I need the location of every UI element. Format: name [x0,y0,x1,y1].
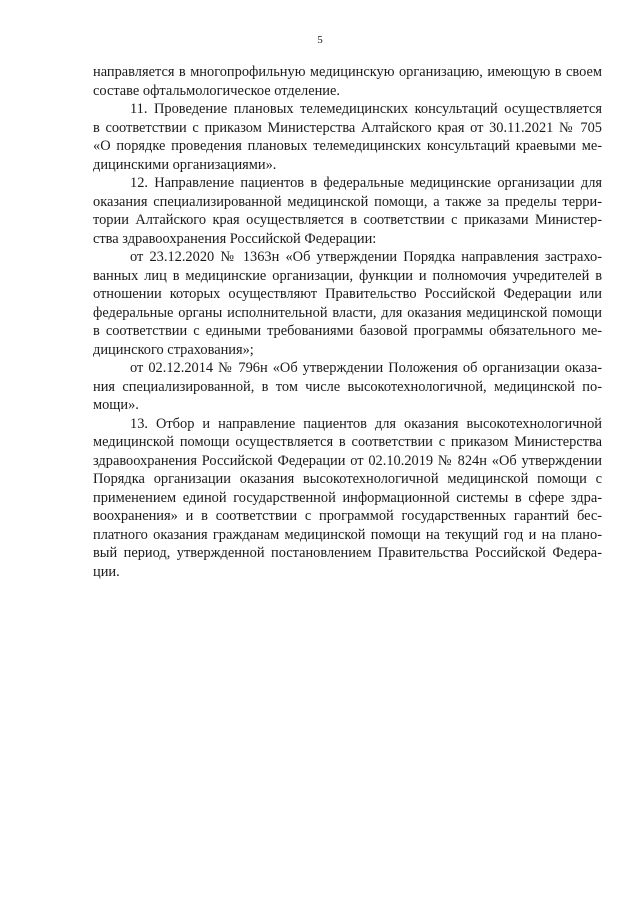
text-line: в соответствии с едиными требованиями базовой программы обязательного ме- [93,323,602,339]
text-line: мощи». [93,397,139,413]
page-number: 5 [317,34,323,46]
text-line: от 23.12.2020 № 1363н «Об утверждении Порядка направления застрахо- [130,249,602,265]
text-line: направляется в многопрофильную медицинскую организацию, имеющую в своем [93,64,602,80]
text-line: ния специализированной, в том числе высокотехнологичной, медицинской по- [93,378,602,395]
text-line: оказания специализированной медицинской помощи, а также за пределы терри- [93,193,602,210]
text-line: вый период, утвержденной постановлением Правительства Российской Федера- [93,545,602,561]
document-body [93,63,602,581]
text-line: дицинского страхования»; [93,341,254,358]
text-line: в соответствии с приказом Министерства Алтайского края от 30.11.2021 № 705 [93,119,602,136]
text-line: отношении которых осуществляют Правительство Российской Федерации или [93,286,602,302]
text-line: платного оказания гражданам медицинской помощи на текущий год и на плано- [93,526,602,543]
text-line: здравоохранения Российской Федерации от 02.10.2019 № 824н «Об утверждении [93,452,602,469]
text-line: медицинской помощи осуществляется в соответствии с приказом Министерства [93,434,602,450]
text-line: воохранения» и в соответствии с программой государственных гарантий бес- [93,508,602,524]
text-line: от 02.12.2014 № 796н «Об утверждении Положения об организации оказа- [130,360,602,376]
text-line: 12. Направление пациентов в федеральные медицинские организации для [130,175,602,191]
text-line: применением единой государственной информационной системы в сфере здра- [93,489,602,506]
text-line: составе офтальмологическое отделение. [93,82,340,99]
text-line: дицинскими организациями». [93,156,277,173]
text-line: 13. Отбор и направление пациентов для оказания высокотехнологичной [130,415,602,432]
text-line: ванных лиц в медицинские организации, функции и полномочия учредителей в [93,267,602,284]
text-line: ции. [93,563,120,580]
text-line: ства здравоохранения Российской Федерации: [93,230,377,247]
text-line: 11. Проведение плановых телемедицинских консультаций осуществляется [130,101,602,117]
text-line: Порядка организации оказания высокотехнологичной медицинской помощи с [93,471,602,487]
text-line: «О порядке проведения плановых телемедицинских консультаций краевыми ме- [93,138,602,154]
text-line: федеральные органы исполнительной власти, для оказания медицинской помощи [93,304,602,321]
text-line: тории Алтайского края осуществляется в соответствии с приказами Министер- [93,212,602,228]
